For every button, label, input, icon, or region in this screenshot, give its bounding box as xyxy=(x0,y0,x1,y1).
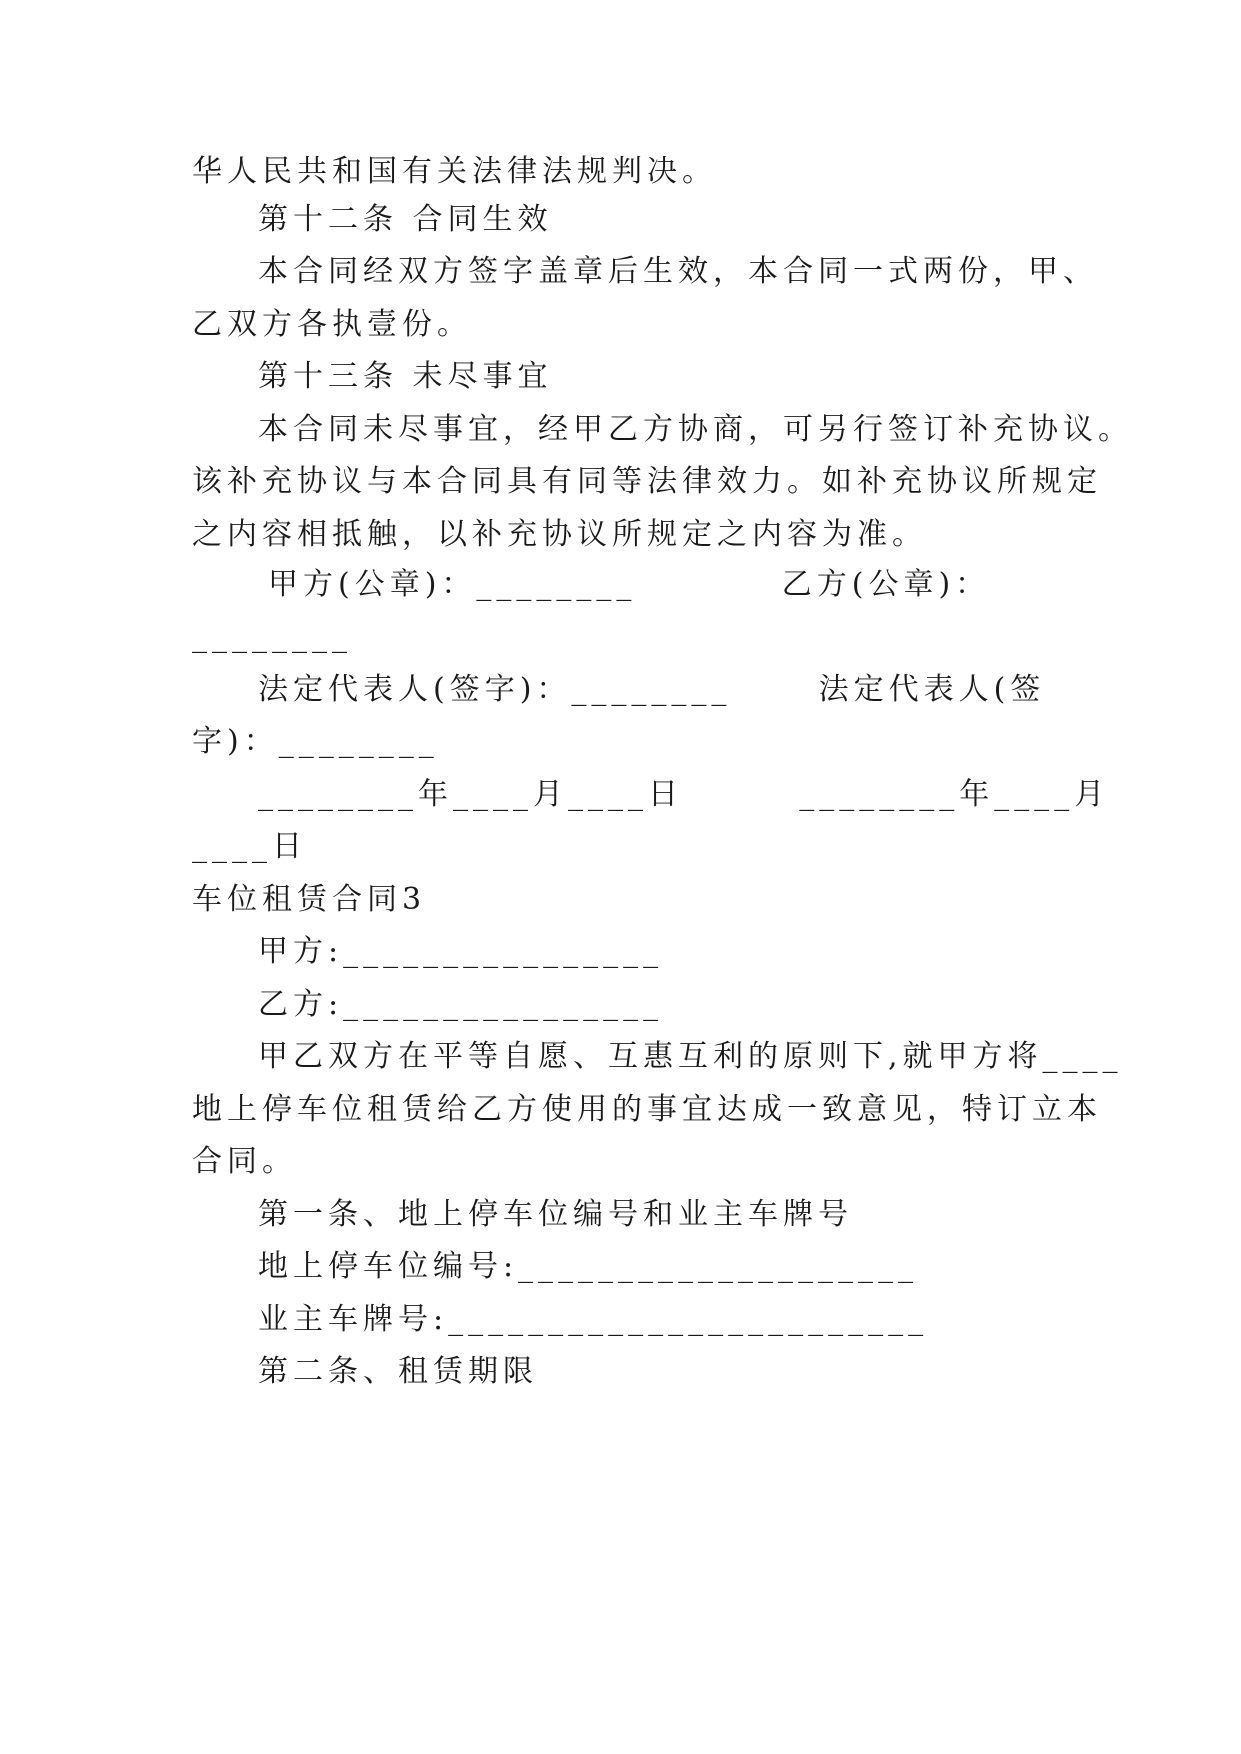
date-line-continued: ____日 xyxy=(192,829,307,864)
date-line: ________年____月____日 ________年____月 xyxy=(258,777,1110,812)
text-line: 乙双方各执壹份。 xyxy=(192,307,472,342)
license-plate-field: 业主车牌号:________________________ xyxy=(258,1302,929,1337)
text-line: 华人民共和国有关法律法规判决。 xyxy=(192,154,717,189)
text-line: 之内容相抵触，以补充协议所规定之内容为准。 xyxy=(192,517,927,552)
representative-signature-continued: 字)：________ xyxy=(192,724,439,759)
text-line: 合同。 xyxy=(192,1144,297,1179)
clause-1-heading: 第一条、地上停车位编号和业主车牌号 xyxy=(258,1197,853,1232)
party-a-field: 甲方:________________ xyxy=(258,934,664,969)
party-a-seal-line: 甲方(公章)：________ 乙方(公章)： xyxy=(268,567,991,602)
representative-signature-line: 法定代表人(签字)：________ 法定代表人(签 xyxy=(258,672,1046,707)
clause-2-heading: 第二条、租赁期限 xyxy=(258,1354,538,1389)
text-line: 甲乙双方在平等自愿、互惠互利的原则下,就甲方将____ xyxy=(258,1039,1123,1074)
clause-13-heading: 第十三条 未尽事宜 xyxy=(258,359,553,394)
party-b-seal-blank: ________ xyxy=(192,619,352,654)
clause-12-heading: 第十二条 合同生效 xyxy=(258,202,553,237)
text-line: 该补充协议与本合同具有同等法律效力。如补充协议所规定 xyxy=(192,464,1102,499)
text-line: 地上停车位租赁给乙方使用的事宜达成一致意见，特订立本 xyxy=(192,1092,1102,1127)
text-line: 本合同经双方签字盖章后生效，本合同一式两份，甲、 xyxy=(258,254,1098,289)
text-line: 本合同未尽事宜，经甲乙方协商，可另行签订补充协议。 xyxy=(258,412,1133,447)
parking-space-number-field: 地上停车位编号:____________________ xyxy=(258,1249,919,1284)
contract-title: 车位租赁合同3 xyxy=(192,882,427,917)
party-b-field: 乙方:________________ xyxy=(258,987,664,1022)
